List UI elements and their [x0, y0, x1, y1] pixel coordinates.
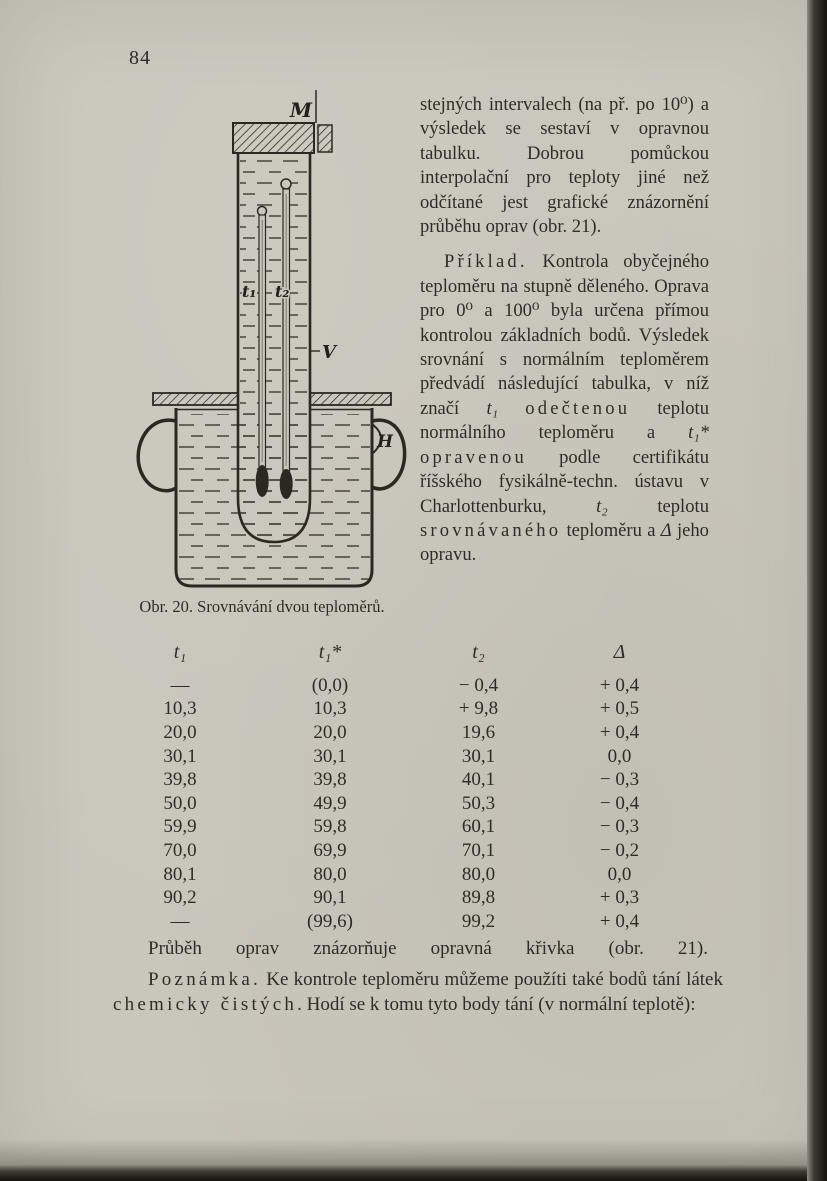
table-cell: 19,6	[461, 721, 496, 743]
lead-priklad: Příklad.	[444, 251, 528, 273]
symbol-delta: Δ	[660, 519, 672, 541]
comparison-table	[105, 641, 687, 934]
scan-bottom-edge	[0, 1165, 827, 1181]
paragraph-example	[420, 250, 709, 567]
right-handle	[372, 420, 405, 489]
table-cell: 70,1	[461, 839, 496, 861]
table-row	[105, 816, 687, 840]
table-cell: − 0,4	[599, 792, 640, 814]
table-cell: + 0,5	[599, 698, 640, 720]
thermometer-2-bulb	[280, 469, 293, 499]
table-cell: 69,9	[313, 839, 347, 861]
p2-spaced-2: opravenou	[420, 446, 527, 468]
table-cell: 50,0	[163, 792, 197, 814]
table-cell: 39,8	[313, 769, 347, 791]
table-cell: 80,1	[163, 863, 197, 885]
table-row	[105, 698, 687, 722]
table-cell: 80,0	[313, 863, 347, 885]
table-cell: 90,2	[163, 887, 197, 909]
label-v: V	[322, 342, 336, 363]
p2-spaced-3: srovnávaného	[420, 519, 562, 541]
col-header-t1: t₁	[173, 641, 187, 663]
table-row	[105, 745, 687, 769]
table-cell: 30,1	[163, 745, 197, 767]
table-cell: 30,1	[461, 745, 496, 767]
p4-spaced-1: chemicky čistých	[113, 993, 298, 1015]
label-m: M	[289, 98, 312, 122]
table-cell: (99,6)	[307, 910, 353, 932]
table-cell: (0,0)	[311, 674, 349, 696]
symbol-t1-star: t₁*	[688, 422, 709, 444]
figure-thermometer-apparatus	[126, 90, 412, 602]
stopper-block	[233, 123, 314, 153]
table-row	[105, 910, 687, 934]
tube-liquid	[240, 153, 308, 540]
table-cell: 0,0	[607, 863, 632, 885]
thermometer-1-bulb	[256, 465, 269, 497]
table-row	[105, 792, 687, 816]
table-head	[105, 641, 687, 674]
table-cell: + 0,3	[599, 887, 640, 909]
lid-left	[153, 393, 238, 405]
table-cell: − 0,3	[599, 769, 640, 791]
left-handle	[138, 420, 176, 491]
table-row	[105, 886, 687, 910]
table-cell: 70,0	[163, 839, 197, 861]
page-number: 84	[129, 47, 151, 69]
table-row	[105, 768, 687, 792]
table-cell: 59,9	[163, 816, 197, 838]
table-cell: 30,1	[313, 745, 347, 767]
paragraph-correction-curve: Průběh oprav znázorňuje opravná křivka (obr. 21).	[148, 938, 708, 959]
col-header-t1-star: t₁*	[318, 641, 342, 663]
symbol-t2: t₂	[596, 495, 608, 517]
table-cell: + 0,4	[599, 674, 640, 696]
table-cell: 60,1	[461, 816, 496, 838]
thermometer-comparison-table	[105, 641, 687, 934]
table-cell: 80,0	[461, 863, 496, 885]
symbol-t1: t₁	[486, 397, 499, 419]
paragraph-note	[113, 968, 723, 1018]
stopper	[233, 90, 332, 153]
paragraph-intervals: stejných intervalech (na př. po 10⁰) a výsledek se sestaví v opravnou tabulku. Dobrou pomůckou interpolační pro teploty jiné než odčítané jest grafické znázornění průběhu oprav (obr. 21).	[420, 94, 709, 238]
table-cell: − 0,3	[599, 816, 640, 838]
text-column	[420, 93, 709, 568]
table-cell: + 0,4	[599, 721, 640, 743]
p2-text-3: podle certifikátu říšského fysikálně-techn. ústavu v Charlottenburku,	[420, 446, 709, 517]
scan-bottom-shadow	[0, 1139, 827, 1165]
thermometer-1-ring	[258, 207, 267, 216]
apparatus-drawing	[126, 90, 412, 602]
figure-caption: Obr. 20. Srovnávání dvou teploměrů.	[139, 597, 385, 616]
p4-text-1: Ke kontrole teploměru můžeme použíti také bodů tání látek	[266, 969, 723, 990]
lead-poznamka: Poznámka.	[148, 969, 261, 990]
p4-text-2: . Hodí se k tomu tyto body tání (v normální teplotě):	[297, 993, 696, 1015]
table-cell: − 0,4	[458, 674, 499, 696]
table-row	[105, 674, 687, 698]
p2-text-4: teplotu	[657, 495, 709, 517]
scan-right-edge	[807, 0, 827, 1181]
p2-text-2: teplotu normálního teploměru a	[420, 397, 710, 444]
table-cell: 90,1	[313, 887, 347, 909]
table-cell: 20,0	[163, 721, 197, 743]
table-cell: —	[170, 674, 190, 696]
table-cell: 20,0	[313, 721, 347, 743]
p2-text-6: jeho opravu.	[420, 519, 709, 566]
p2-spaced-1: odečtenou	[525, 397, 631, 419]
stopper-side-piece	[318, 125, 332, 152]
table-cell: 89,8	[461, 887, 496, 909]
table-row	[105, 721, 687, 745]
table-cell: 10,3	[313, 698, 347, 720]
comparison-table-body	[105, 674, 687, 934]
label-t1: t₁	[242, 282, 257, 301]
table-cell: —	[170, 910, 190, 932]
table-row	[105, 839, 687, 863]
table-cell: 99,2	[461, 910, 496, 932]
col-header-t2: t₂	[472, 641, 485, 663]
table-cell: + 9,8	[458, 698, 499, 720]
p2-text-5: teploměru a	[566, 519, 656, 541]
table-cell: 40,1	[461, 769, 496, 791]
lid-right	[310, 393, 391, 405]
table-cell: 39,8	[163, 769, 197, 791]
table-cell: 50,3	[461, 792, 496, 814]
table-cell: 59,8	[313, 816, 347, 838]
label-t2: t₂	[275, 282, 290, 301]
table-cell: 0,0	[607, 745, 632, 767]
col-header-delta: Δ	[613, 641, 626, 663]
table-cell: 10,3	[163, 698, 197, 720]
table-cell: − 0,2	[599, 839, 640, 861]
table-cell: + 0,4	[599, 910, 640, 932]
table-cell: 49,9	[313, 792, 347, 814]
table-row	[105, 863, 687, 887]
label-h: H	[377, 432, 394, 452]
p2-text-1: Kontrola obyčejného teploměru na stupně děleného. Oprava pro 0⁰ a 100⁰ byla určena přímou kontrolou základních bodů. Výsledek srovnání s normálním teploměrem předvádí následující tabulka, v níž značí	[420, 251, 709, 419]
thermometer-2-ring	[281, 179, 291, 189]
